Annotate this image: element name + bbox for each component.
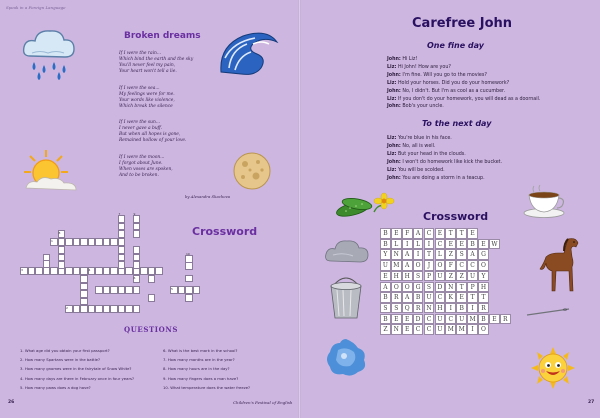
crossword-cell[interactable] xyxy=(110,267,118,275)
crossword-cell[interactable] xyxy=(88,238,96,246)
dialogue-scene-1 xyxy=(387,56,540,111)
bucket-illustration xyxy=(327,274,365,322)
questions-column-2 xyxy=(163,346,250,392)
wordsearch-cell[interactable]: E xyxy=(402,324,413,335)
crossword-cell[interactable] xyxy=(185,286,193,294)
wordsearch-cell[interactable]: L xyxy=(391,239,402,250)
crossword-cell[interactable] xyxy=(80,305,88,313)
wordsearch-cell[interactable]: R xyxy=(478,303,489,314)
wordsearch-cell[interactable]: C xyxy=(435,239,446,250)
wordsearch-cell[interactable]: B xyxy=(467,239,478,250)
wordsearch-cell[interactable]: S xyxy=(391,303,402,314)
running-header: Speak in a Foreign Language xyxy=(6,5,66,10)
wordsearch-cell[interactable]: Z xyxy=(456,271,467,282)
wordsearch-cell[interactable]: M xyxy=(445,324,456,335)
wordsearch-cell[interactable]: E xyxy=(445,239,456,250)
dialogue-line: John: Hi Liz! xyxy=(387,57,418,62)
wordsearch-cell[interactable]: R xyxy=(413,303,424,314)
poem-author: by Alexandra Skachova xyxy=(185,194,230,199)
crossword-cell[interactable] xyxy=(118,261,126,269)
wordsearch-cell[interactable]: T xyxy=(456,282,467,293)
crossword-cell[interactable] xyxy=(50,267,58,275)
crossword-cell[interactable] xyxy=(110,305,118,313)
crossword-cell[interactable] xyxy=(133,223,141,231)
wordsearch-cell[interactable]: C xyxy=(424,314,435,325)
page-number-right: 27 xyxy=(588,400,595,405)
crossword-cell[interactable] xyxy=(65,267,73,275)
wordsearch-cell[interactable]: A xyxy=(402,249,413,260)
crossword-grid xyxy=(20,210,198,318)
wordsearch-cell[interactable]: S xyxy=(424,282,435,293)
wordsearch-cell[interactable]: D xyxy=(435,282,446,293)
page-footer: Children's Festival of English xyxy=(233,400,293,405)
crossword-cell[interactable] xyxy=(133,261,141,269)
question-item: 6. What is the best mark in the school? xyxy=(163,348,238,353)
wordsearch-cell[interactable]: F xyxy=(402,228,413,239)
crossword-cell[interactable] xyxy=(148,294,156,302)
crossword-number: 6 xyxy=(133,276,136,280)
crossword-number: 8 xyxy=(58,231,61,235)
wordsearch-cell[interactable]: C xyxy=(413,324,424,335)
wordsearch-cell[interactable]: O xyxy=(402,282,413,293)
wordsearch-cell[interactable]: M xyxy=(456,324,467,335)
crossword-cell[interactable] xyxy=(118,230,126,238)
crossword-cell[interactable] xyxy=(148,275,156,283)
crossword-cell[interactable] xyxy=(133,230,141,238)
wave-illustration xyxy=(217,28,281,78)
wordsearch-cell[interactable]: U xyxy=(456,314,467,325)
crossword-cell[interactable] xyxy=(88,305,96,313)
wordsearch-cell[interactable]: A xyxy=(402,292,413,303)
wordsearch-cell[interactable]: N xyxy=(391,249,402,260)
crossword-cell[interactable] xyxy=(95,305,103,313)
crossword-cell[interactable] xyxy=(58,246,66,254)
wordsearch-cell[interactable]: S xyxy=(413,271,424,282)
wordsearch-cell[interactable]: I xyxy=(467,303,478,314)
crossword-cell[interactable] xyxy=(35,267,43,275)
wordsearch-cell[interactable]: H xyxy=(402,271,413,282)
wordsearch-cell[interactable]: F xyxy=(445,260,456,271)
wordsearch-cell[interactable]: S xyxy=(456,249,467,260)
crossword-cell[interactable] xyxy=(133,254,141,262)
wordsearch-cell[interactable]: Z xyxy=(445,271,456,282)
question-item: 9. How many fingers does a man have? xyxy=(163,375,239,381)
wordsearch-cell[interactable]: W xyxy=(489,239,500,250)
crossword-number: 2 xyxy=(66,306,68,310)
dialogue-line: Liz: You will be scolded. xyxy=(387,167,445,173)
dialogue-line: John: No, I didn't. But I'm as cool as a cucumber. xyxy=(387,88,506,94)
crossword-cell[interactable] xyxy=(118,286,126,294)
crossword-cell[interactable] xyxy=(95,238,103,246)
dialogue-line: Liz: You're blue in his face. xyxy=(387,136,452,141)
dialogue-line: Liz: But your head in the clouds. xyxy=(387,151,466,157)
wordsearch-cell[interactable]: B xyxy=(380,292,391,303)
crossword-cell[interactable] xyxy=(185,275,193,283)
crossword-number: 3 xyxy=(21,268,23,272)
storm-splash-illustration xyxy=(324,336,368,378)
wordsearch-cell[interactable]: B xyxy=(380,228,391,239)
crossword-cell[interactable] xyxy=(43,260,51,268)
wordsearch-cell[interactable]: J xyxy=(424,260,435,271)
questions-column-1 xyxy=(20,346,134,392)
wordsearch-cell[interactable]: E xyxy=(435,228,446,239)
wordsearch-cell[interactable]: I xyxy=(413,249,424,260)
wordsearch-cell[interactable]: L xyxy=(435,249,446,260)
story-title: Carefree John xyxy=(412,16,513,31)
crossword-cell[interactable] xyxy=(80,298,88,306)
crossword-cell[interactable] xyxy=(80,238,88,246)
crossword-cell[interactable] xyxy=(155,267,163,275)
wordsearch-cell[interactable]: B xyxy=(380,314,391,325)
crossword-cell[interactable] xyxy=(125,267,133,275)
crossword-cell[interactable] xyxy=(178,286,186,294)
wordsearch-cell[interactable]: C xyxy=(435,292,446,303)
crossword-cell[interactable] xyxy=(118,305,126,313)
crossword-cell[interactable] xyxy=(118,238,126,246)
crossword-cell[interactable] xyxy=(73,305,81,313)
crossword-number: 4 xyxy=(88,268,91,272)
wordsearch-cell[interactable]: B xyxy=(413,292,424,303)
wordsearch-cell[interactable]: U xyxy=(435,314,446,325)
wordsearch-cell[interactable]: G xyxy=(478,249,489,260)
wordsearch-cell[interactable]: B xyxy=(478,314,489,325)
crossword-cell[interactable] xyxy=(133,305,141,313)
crossword-cell[interactable] xyxy=(103,286,111,294)
wordsearch-cell[interactable]: E xyxy=(489,314,500,325)
wordsearch-cell[interactable]: H xyxy=(391,271,402,282)
scene-1-subtitle: One fine day xyxy=(427,41,485,50)
dialogue-line: John: Bob's your uncle. xyxy=(387,104,444,110)
wordsearch-cell[interactable]: O xyxy=(391,282,402,293)
rain-cloud-illustration xyxy=(20,22,78,82)
crossword-cell[interactable] xyxy=(80,275,88,283)
wordsearch-cell[interactable]: T xyxy=(467,292,478,303)
wordsearch-cell[interactable]: E xyxy=(380,271,391,282)
crossword-cell[interactable] xyxy=(28,267,36,275)
horse-illustration xyxy=(538,235,584,297)
teacup-illustration xyxy=(522,183,568,219)
wordsearch-cell[interactable]: H xyxy=(435,303,446,314)
wordsearch-cell[interactable]: T xyxy=(445,228,456,239)
crossword-cell[interactable] xyxy=(133,215,141,223)
wordsearch-cell[interactable]: A xyxy=(402,260,413,271)
wordsearch-cell[interactable]: U xyxy=(467,271,478,282)
scene-2-subtitle: To the next day xyxy=(422,119,492,128)
wordsearch-cell[interactable]: U xyxy=(380,260,391,271)
dialogue-line: John: I'm fine. Will you go to the movies? xyxy=(387,72,487,78)
dialogue-line: Liz: Hi John! How are you? xyxy=(387,64,451,70)
wordsearch-cell[interactable]: O xyxy=(478,324,489,335)
wordsearch-cell[interactable]: M xyxy=(467,314,478,325)
crossword-number: 7 xyxy=(118,212,121,216)
crossword-cell[interactable] xyxy=(133,246,141,254)
dialogue-line: John: You are doing a storm in a teacup. xyxy=(387,175,485,181)
wordsearch-cell[interactable]: T xyxy=(424,249,435,260)
wordsearch-cell[interactable]: C xyxy=(467,260,478,271)
wordsearch-cell[interactable]: Y xyxy=(478,271,489,282)
flower-illustration xyxy=(370,190,396,216)
wordsearch-cell[interactable]: I xyxy=(467,324,478,335)
crossword-number: 10 xyxy=(186,252,190,256)
wordsearch-cell[interactable]: E xyxy=(478,239,489,250)
sun-illustration xyxy=(20,148,80,194)
wordsearch-cell[interactable]: Y xyxy=(380,249,391,260)
questions-title: QUESTIONS xyxy=(124,325,179,334)
crossword-cell[interactable] xyxy=(80,290,88,298)
wordsearch-cell[interactable]: I xyxy=(445,303,456,314)
crossword-cell[interactable] xyxy=(95,267,103,275)
wordsearch-cell[interactable]: Q xyxy=(402,303,413,314)
crossword-cell[interactable] xyxy=(43,267,51,275)
crossword-cell[interactable] xyxy=(58,254,66,262)
smiling-sun-illustration xyxy=(529,346,577,390)
wordsearch-cell[interactable]: C xyxy=(424,228,435,239)
wordsearch-cell[interactable]: S xyxy=(380,303,391,314)
wordsearch-cell[interactable]: C xyxy=(445,314,456,325)
wordsearch-cell[interactable]: R xyxy=(391,292,402,303)
wordsearch-cell[interactable]: E xyxy=(467,228,478,239)
crossword-cell[interactable] xyxy=(58,238,66,246)
wordsearch-cell[interactable]: C xyxy=(456,260,467,271)
wordsearch-cell[interactable]: Z xyxy=(445,249,456,260)
wordsearch-cell[interactable]: I xyxy=(402,239,413,250)
wordsearch-cell[interactable]: M xyxy=(391,260,402,271)
crossword-cell[interactable] xyxy=(118,254,126,262)
wordsearch-cell[interactable]: O xyxy=(435,260,446,271)
poem-title: Broken dreams xyxy=(124,31,201,41)
poem-stanza-2: If I were the sea... My feelings were for me. Your words like violence, Which break the silence xyxy=(119,86,175,109)
crossword-cell[interactable] xyxy=(80,267,88,275)
wordsearch-cell[interactable]: O xyxy=(478,260,489,271)
wordsearch-cell[interactable]: B xyxy=(380,239,391,250)
crossword-cell[interactable] xyxy=(118,246,126,254)
crossword-cell[interactable] xyxy=(133,286,141,294)
wordsearch-cell[interactable]: B xyxy=(456,303,467,314)
crossword-cell[interactable] xyxy=(110,286,118,294)
crossword-cell[interactable] xyxy=(103,305,111,313)
crossword-cell[interactable] xyxy=(73,238,81,246)
wordsearch-cell[interactable]: T xyxy=(456,228,467,239)
page-number-left: 26 xyxy=(8,400,15,405)
wordsearch-cell[interactable]: U xyxy=(424,292,435,303)
wordsearch-cell[interactable]: T xyxy=(478,292,489,303)
crossword-cell[interactable] xyxy=(125,286,133,294)
wordsearch-cell[interactable]: E xyxy=(391,314,402,325)
wordsearch-cell[interactable]: C xyxy=(424,324,435,335)
question-item: 2. How many Spartans were in the battle? xyxy=(20,357,101,363)
wordsearch-cell[interactable]: A xyxy=(380,282,391,293)
wordsearch-cell[interactable]: P xyxy=(467,282,478,293)
dialogue-line: John: I won't do homework like kick the bucket. xyxy=(387,159,503,165)
crossword-cell[interactable] xyxy=(103,267,111,275)
crossword-number: 5 xyxy=(171,287,173,291)
wordsearch-cell[interactable]: E xyxy=(402,314,413,325)
poem-stanza-1: If I were the rain... Which bind the earth and the sky You'll never feel my pain, Your heart won't tell a lie. xyxy=(119,51,194,74)
crossword-cell[interactable] xyxy=(95,286,103,294)
crossword-cell[interactable] xyxy=(140,267,148,275)
cloud-illustration xyxy=(323,235,371,267)
wordsearch-cell[interactable]: G xyxy=(413,282,424,293)
crossword-cell[interactable] xyxy=(118,215,126,223)
dialogue-line: Liz: Hold your horses. Did you do your homework? xyxy=(387,80,510,86)
wordsearch-cell[interactable]: E xyxy=(456,292,467,303)
crossword-cell[interactable] xyxy=(58,261,66,269)
wordsearch-cell[interactable]: U xyxy=(435,271,446,282)
question-item: 3. How many gnomes were in the fairytale of Snow White? xyxy=(20,366,132,372)
wordsearch-cell[interactable]: N xyxy=(424,303,435,314)
wordsearch-cell[interactable]: U xyxy=(435,324,446,335)
dialogue-line: John: No, all is well. xyxy=(387,143,436,149)
crossword-cell[interactable] xyxy=(125,305,133,313)
question-item: 5. How many paws does a dog have? xyxy=(20,384,91,390)
wordsearch-cell[interactable]: K xyxy=(445,292,456,303)
right-page xyxy=(300,0,600,418)
crossword-title-left: Crossword xyxy=(192,225,258,238)
crossword-cell[interactable] xyxy=(185,294,193,302)
question-item: 1. What age did you obtain your first passport? xyxy=(20,348,110,353)
wordsearch-cell[interactable]: N xyxy=(391,324,402,335)
wordsearch-cell[interactable]: O xyxy=(413,260,424,271)
crossword-cell[interactable] xyxy=(193,286,201,294)
wordsearch-cell[interactable]: L xyxy=(413,239,424,250)
crossword-number: 1 xyxy=(51,239,53,243)
dialogue-scene-2 xyxy=(387,135,502,182)
wordsearch-cell[interactable]: P xyxy=(424,271,435,282)
wordsearch-cell[interactable]: D xyxy=(413,314,424,325)
question-item: 4. How many days are there in February once in four years? xyxy=(20,375,134,381)
moon-illustration xyxy=(231,150,273,192)
wordsearch-cell[interactable]: H xyxy=(478,282,489,293)
question-item: 8. How many hours are in the day? xyxy=(163,366,230,372)
crossword-cell[interactable] xyxy=(73,267,81,275)
crossword-cell[interactable] xyxy=(118,223,126,231)
crossword-cell[interactable] xyxy=(185,262,193,270)
wordsearch-cell[interactable]: I xyxy=(424,239,435,250)
needle-illustration xyxy=(525,306,571,318)
crossword-cell[interactable] xyxy=(110,238,118,246)
crossword-number: 9 xyxy=(133,212,136,216)
wordsearch-title: Crossword xyxy=(423,210,489,223)
wordsearch-cell[interactable]: E xyxy=(391,228,402,239)
crossword-cell[interactable] xyxy=(80,283,88,291)
dialogue-line: Liz: If you don't do your homework, you will dead as a doornail. xyxy=(387,96,541,102)
wordsearch-cell[interactable]: A xyxy=(467,249,478,260)
wordsearch-cell[interactable]: Z xyxy=(380,324,391,335)
wordsearch-cell[interactable]: E xyxy=(456,239,467,250)
question-item: 10. What temperature does the water freeze? xyxy=(163,384,251,390)
crossword-cell[interactable] xyxy=(65,238,73,246)
wordsearch-cell[interactable]: N xyxy=(445,282,456,293)
wordsearch-cell[interactable]: A xyxy=(413,228,424,239)
poem-stanza-4: If I were the moon... I forgot about June. When voses are spoken, And to be broken. xyxy=(119,155,173,178)
crossword-cell[interactable] xyxy=(148,267,156,275)
crossword-cell[interactable] xyxy=(103,238,111,246)
question-item: 7. How many months are in the year? xyxy=(163,357,235,363)
wordsearch-cell[interactable]: R xyxy=(500,314,511,325)
poem-stanza-3: If I were the sun... I never gave a buff. But when all hopes is gone, Remained hollow of your love. xyxy=(119,120,187,143)
